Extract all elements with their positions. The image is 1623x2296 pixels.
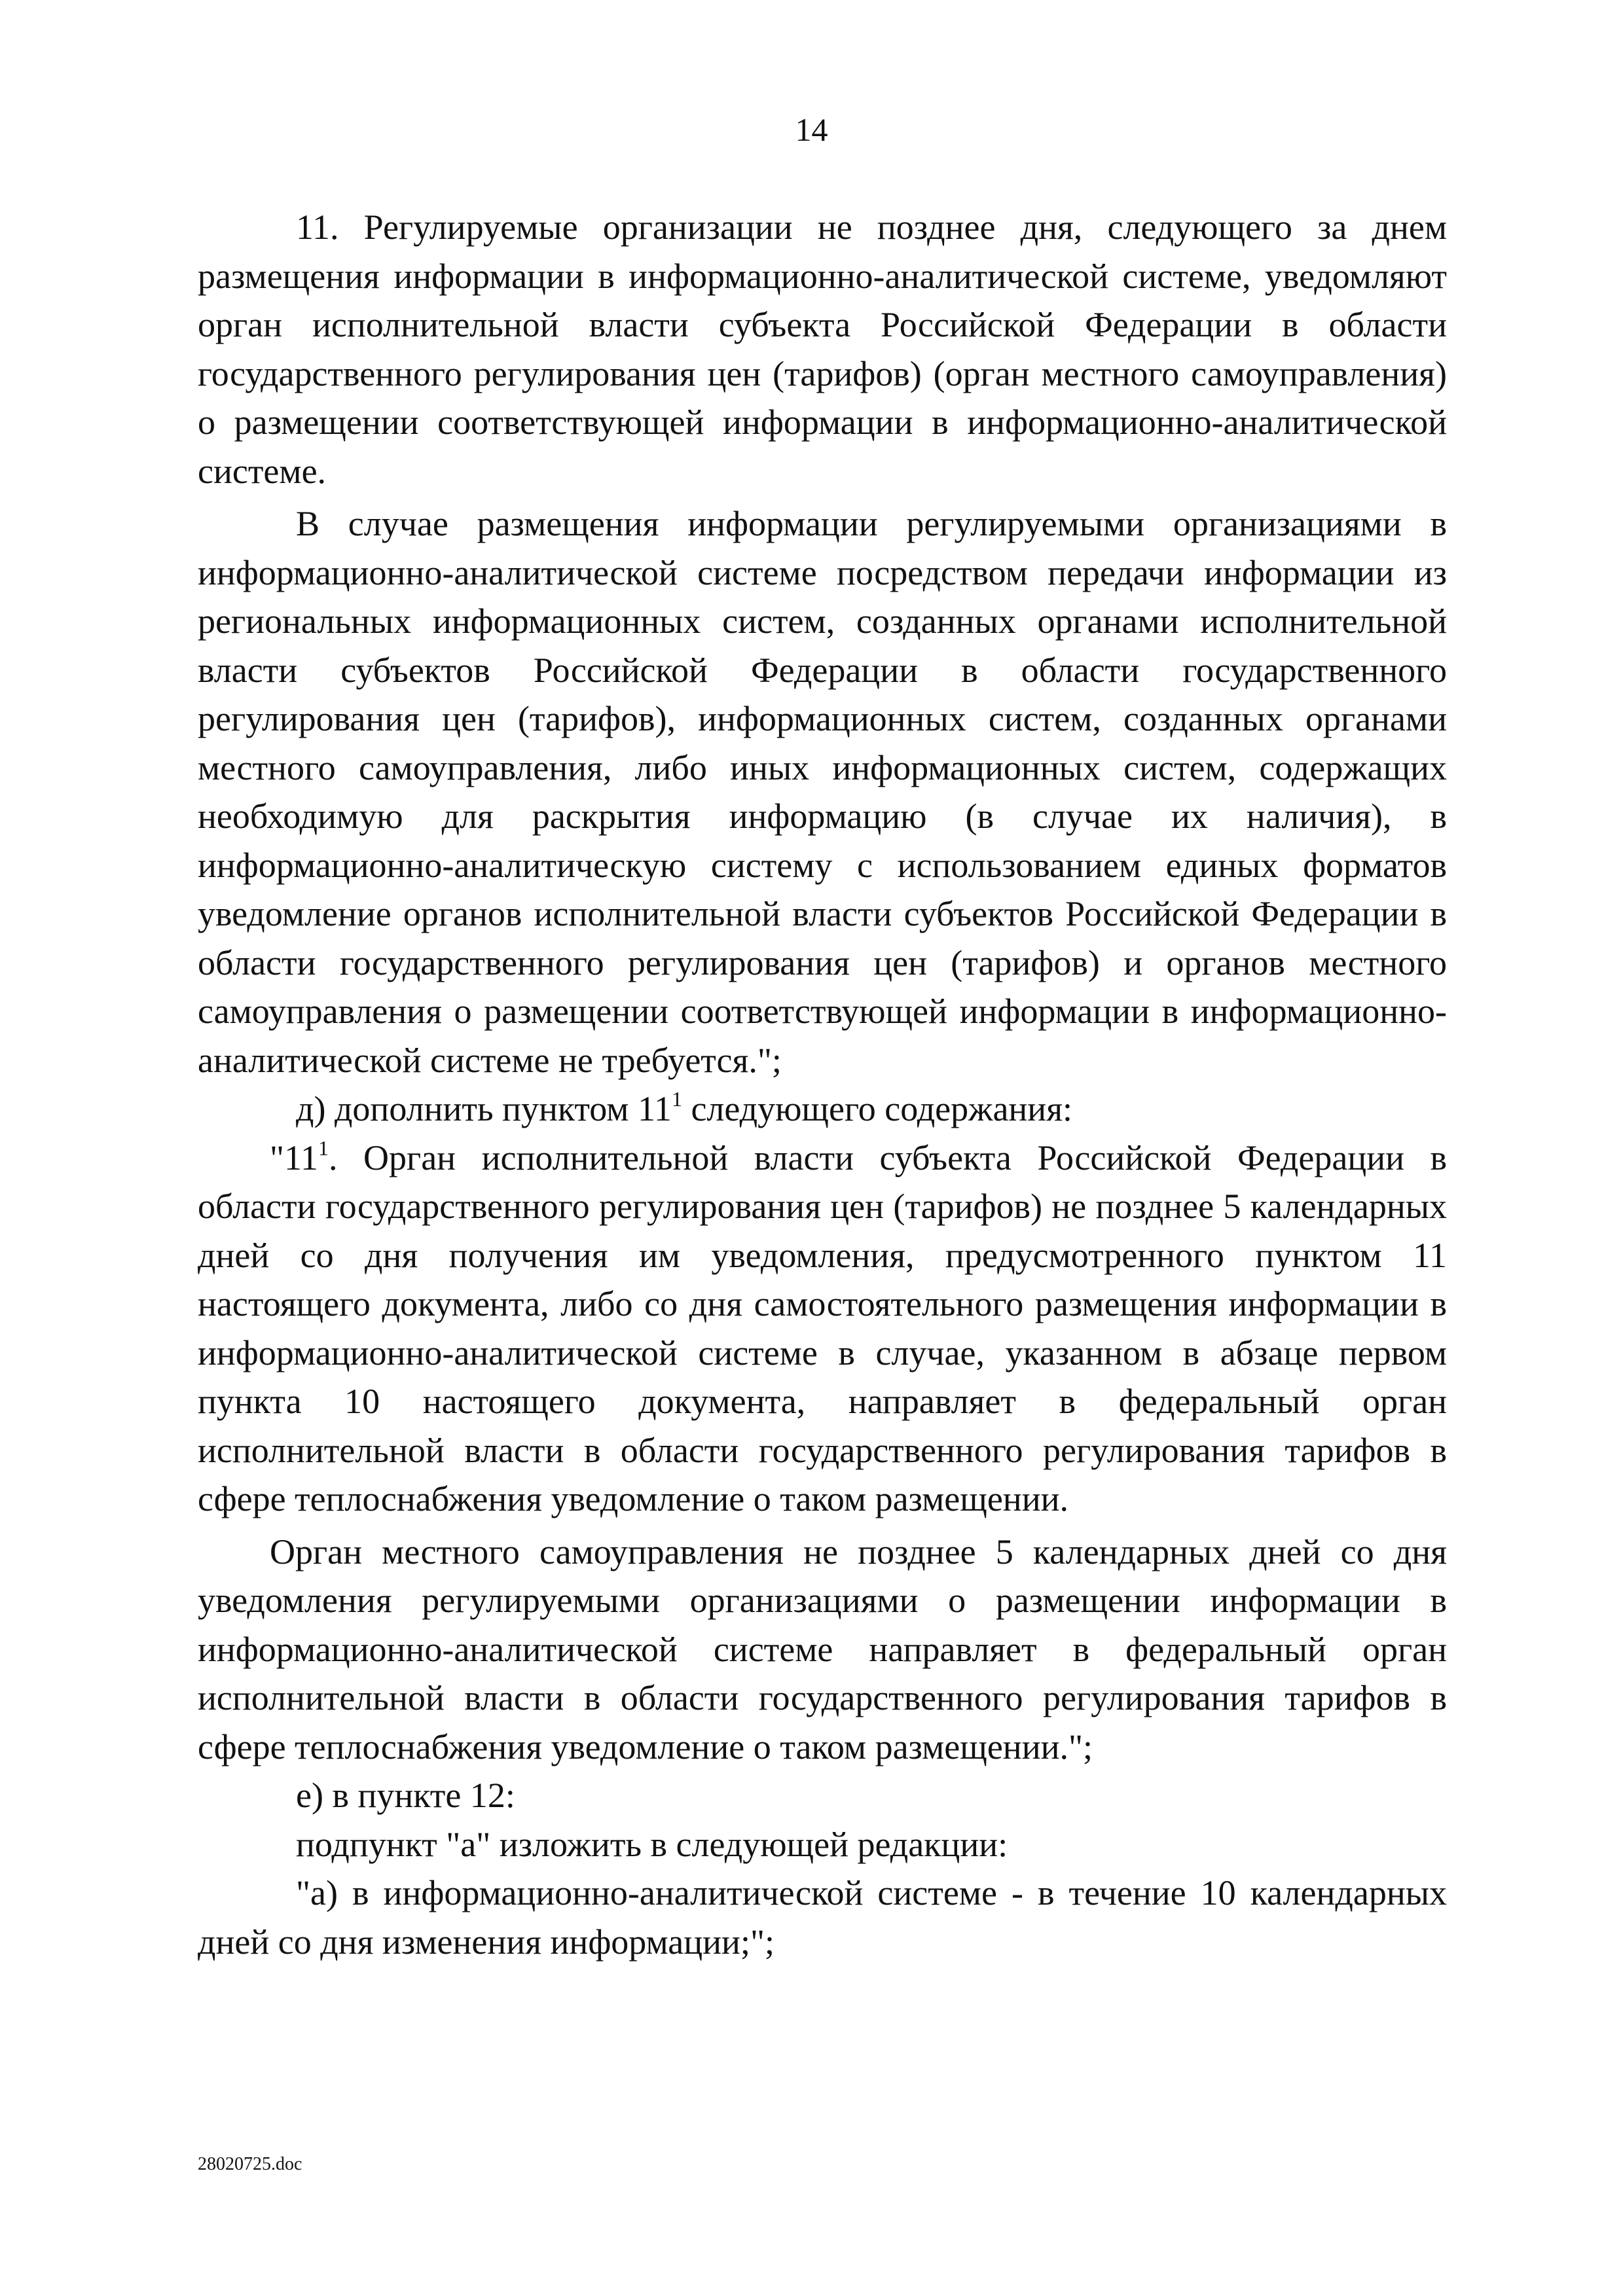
paragraph-amendment-e: е) в пункте 12: — [296, 1776, 515, 1815]
paragraph-notification-exemption: В случае размещения информации регулируемыми организациями в информационно-аналитической системе посредством передачи информации из региональных информационных систем, созданных органами исполнительной власти субъектов Российской Федерации в области государственного регулирования цен (тарифов), информационных систем, созданных органами местного самоуправления, либо иных информационных систем, содержащих необходимую для раскрытия информацию (в случае их наличия), в информационно-аналитическую систему с использованием единых форматов уведомление органов исполнительной власти субъектов Российской Федерации в области государственного регулирования цен (тарифов) и органов местного самоуправления о размещении соответствующей информации в информационно-аналитической системе не требуется."; — [198, 504, 1447, 1080]
amendment-d-text-start: д) дополнить пунктом 11 — [296, 1089, 672, 1128]
item-11-1-text-end: . Орган исполнительной власти субъекта Российской Федерации в области государственного регулирования цен (тарифов) не позднее 5 календарных дней со дня получения им уведомления, предусмотренного пунктом 11 настоящего документа, либо со дня самостоятельного размещения информации в информационно-аналитической системе в случае, указанном в абзаце первом пункта 10 настоящего документа, направляет в федеральный орган исполнительной власти в области государственного регулирования тарифов в сфере теплоснабжения уведомление о таком размещении. — [198, 1138, 1447, 1518]
paragraph-subitem-a-text: "а) в информационно-аналитической системе - в течение 10 календарных дней со дня изменения информации;"; — [198, 1873, 1447, 1962]
paragraph-local-government: Орган местного самоуправления не позднее 5 календарных дней со дня уведомления регулируемыми организациями о размещении информации в информационно-аналитической системе направляет в федеральный орган исполнительной власти в области государственного регулирования тарифов в сфере теплоснабжения уведомление о таком размещении."; — [198, 1532, 1447, 1767]
superscript-1: 1 — [671, 1087, 682, 1111]
footer-filename: 28020725.doc — [198, 2154, 302, 2174]
paragraph-item-11-1 — [198, 1134, 1447, 1524]
item-11-1-text-start: "11 — [270, 1138, 319, 1177]
document-body — [198, 203, 1447, 1966]
paragraph-item-11: 11. Регулируемые организации не позднее дня, следующего за днем размещения информации в информационно-аналитической системе, уведомляют орган исполнительной власти субъекта Российской Федерации в области государственного регулирования цен (тарифов) (орган местного самоуправления) о размещении соответствующей информации в информационно-аналитической системе. — [198, 207, 1447, 491]
paragraph-amendment-d — [198, 1085, 1447, 1134]
paragraph-subitem-a: подпункт "а" изложить в следующей редакции: — [296, 1824, 1008, 1864]
page-number: 14 — [795, 111, 828, 148]
amendment-d-text-end: следующего содержания: — [682, 1089, 1073, 1128]
superscript-1: 1 — [318, 1136, 329, 1160]
